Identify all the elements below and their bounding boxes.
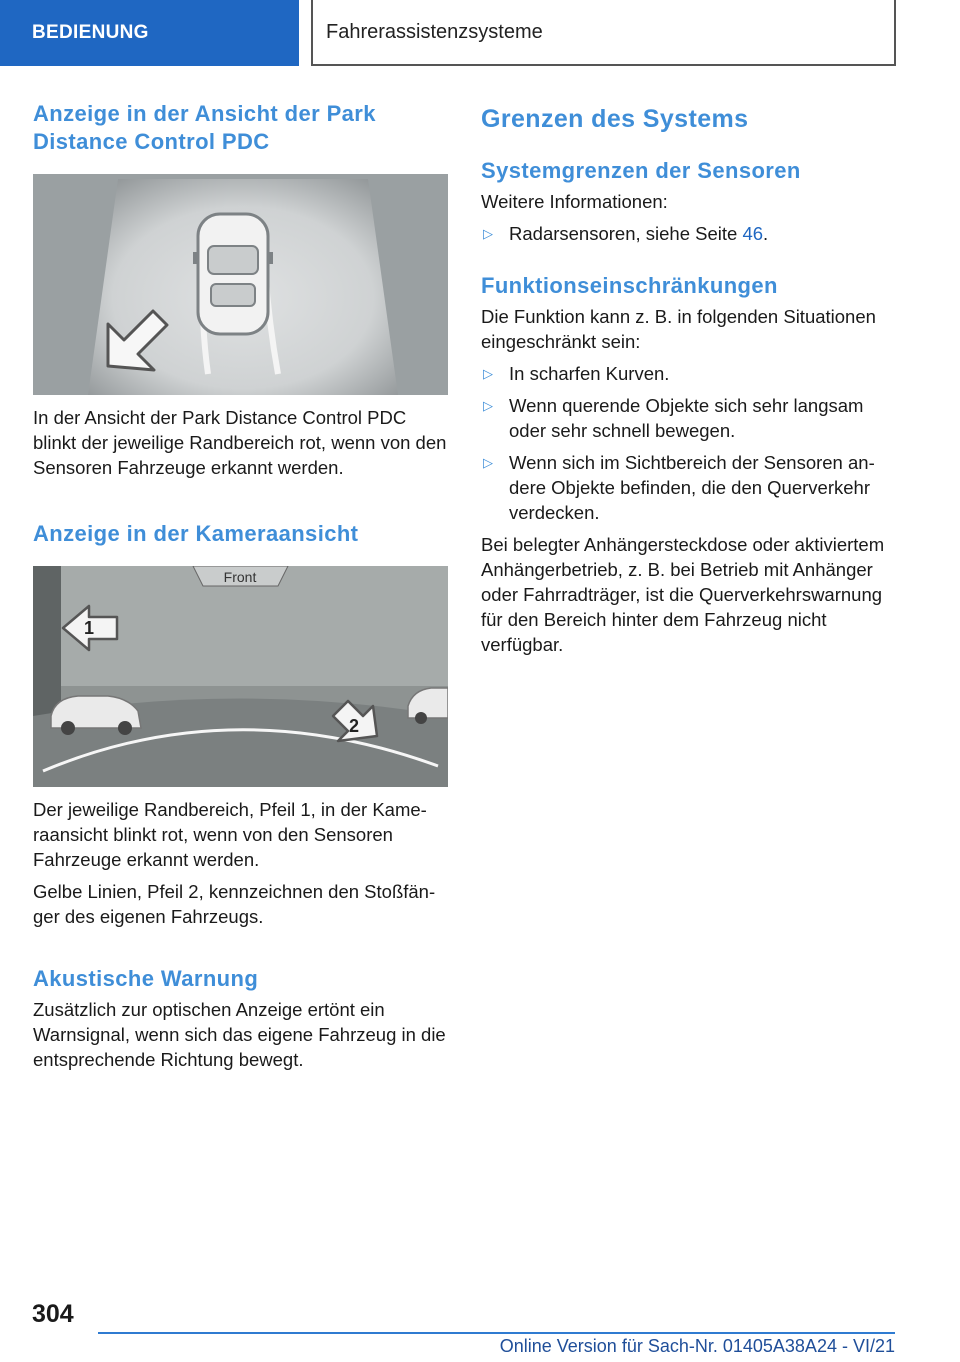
triangle-bullet-icon: ▷ xyxy=(483,226,493,241)
pdc-view-illustration xyxy=(33,174,448,395)
list-item xyxy=(481,221,891,246)
list-item xyxy=(481,393,891,443)
func-intro: Die Funktion kann z. B. in folgenden Situationen eingeschränkt sein: xyxy=(481,306,876,352)
callout-1-label: 1 xyxy=(83,618,95,638)
func-heading: Funktionseinschränkungen xyxy=(481,273,778,298)
limits-heading: Grenzen des Systems xyxy=(481,105,749,133)
sensor-item-end: . xyxy=(763,223,769,244)
pdc-heading: Anzeige in der Ansicht der Park Distance Control PDC xyxy=(33,101,376,154)
list-item xyxy=(481,361,891,386)
triangle-bullet-icon: ▷ xyxy=(483,398,493,413)
triangle-bullet-icon: ▷ xyxy=(483,366,493,381)
func-outro: Bei belegter Anhängersteckdose oder aktiviertem Anhängerbetrieb, z. B. bei Betrieb mit Anhänger oder Fahrradträger, ist die Querverkehrswarnung für den Bereich hinter dem Fahrzeug nicht verfügbar. xyxy=(481,534,885,655)
list-item xyxy=(481,450,891,525)
camera-view-figure xyxy=(33,566,448,787)
left-column xyxy=(33,100,448,1072)
func-item-3: Wenn sich im Sichtbereich der Sensoren andere Objekte befinden, die den Querverkehr verdecken. xyxy=(509,452,875,523)
callout-2-label: 2 xyxy=(348,716,360,736)
func-item-1: In scharfen Kurven. xyxy=(509,363,670,384)
sensor-heading: Systemgrenzen der Sensoren xyxy=(481,158,801,183)
car-top-view xyxy=(193,214,273,334)
page-reference-link[interactable]: 46 xyxy=(742,223,764,244)
sensor-intro: Weitere Informationen: xyxy=(481,191,668,212)
func-list xyxy=(481,361,891,525)
camera-paragraph-1: Der jeweilige Randbereich, Pfeil 1, in der Kameraansicht blinkt rot, wenn von den Sensoren Fahrzeuge erkannt werden. xyxy=(33,799,427,870)
online-version-note: Online Version für Sach-Nr. 01405A38A24 - VI/21 xyxy=(499,1336,895,1356)
camera-heading: Anzeige in der Kameraansicht xyxy=(33,521,359,546)
sensor-list xyxy=(481,221,891,246)
footer-divider xyxy=(98,1332,895,1334)
triangle-bullet-icon: ▷ xyxy=(483,455,493,470)
acoustic-heading: Akustische Warnung xyxy=(33,966,259,991)
pdc-paragraph: In der Ansicht der Park Distance Control PDC blinkt der jeweilige Randbereich rot, wenn von den Sensoren Fahrzeuge erkannt werden. xyxy=(33,407,447,478)
camera-view-illustration xyxy=(33,566,448,787)
section-tab: BEDIENUNG xyxy=(0,0,299,66)
page-number: 304 xyxy=(32,1300,74,1328)
right-column xyxy=(481,100,891,657)
front-label: Front xyxy=(223,569,257,585)
pdc-view-figure xyxy=(33,174,448,395)
camera-paragraph-2: Gelbe Linien, Pfeil 2, kennzeichnen den Stoßfänger des eigenen Fahrzeugs. xyxy=(33,881,436,927)
sensor-item-text: Radarsensoren, siehe Seite xyxy=(509,223,743,244)
func-item-2: Wenn querende Objekte sich sehr langsam oder sehr schnell bewegen. xyxy=(509,395,864,441)
chapter-title: Fahrerassistenzsysteme xyxy=(311,0,896,66)
acoustic-paragraph: Zusätzlich zur optischen Anzeige ertönt ein Warnsignal, wenn sich das eigene Fahrzeug in die entsprechende Richtung bewegt. xyxy=(33,999,446,1070)
